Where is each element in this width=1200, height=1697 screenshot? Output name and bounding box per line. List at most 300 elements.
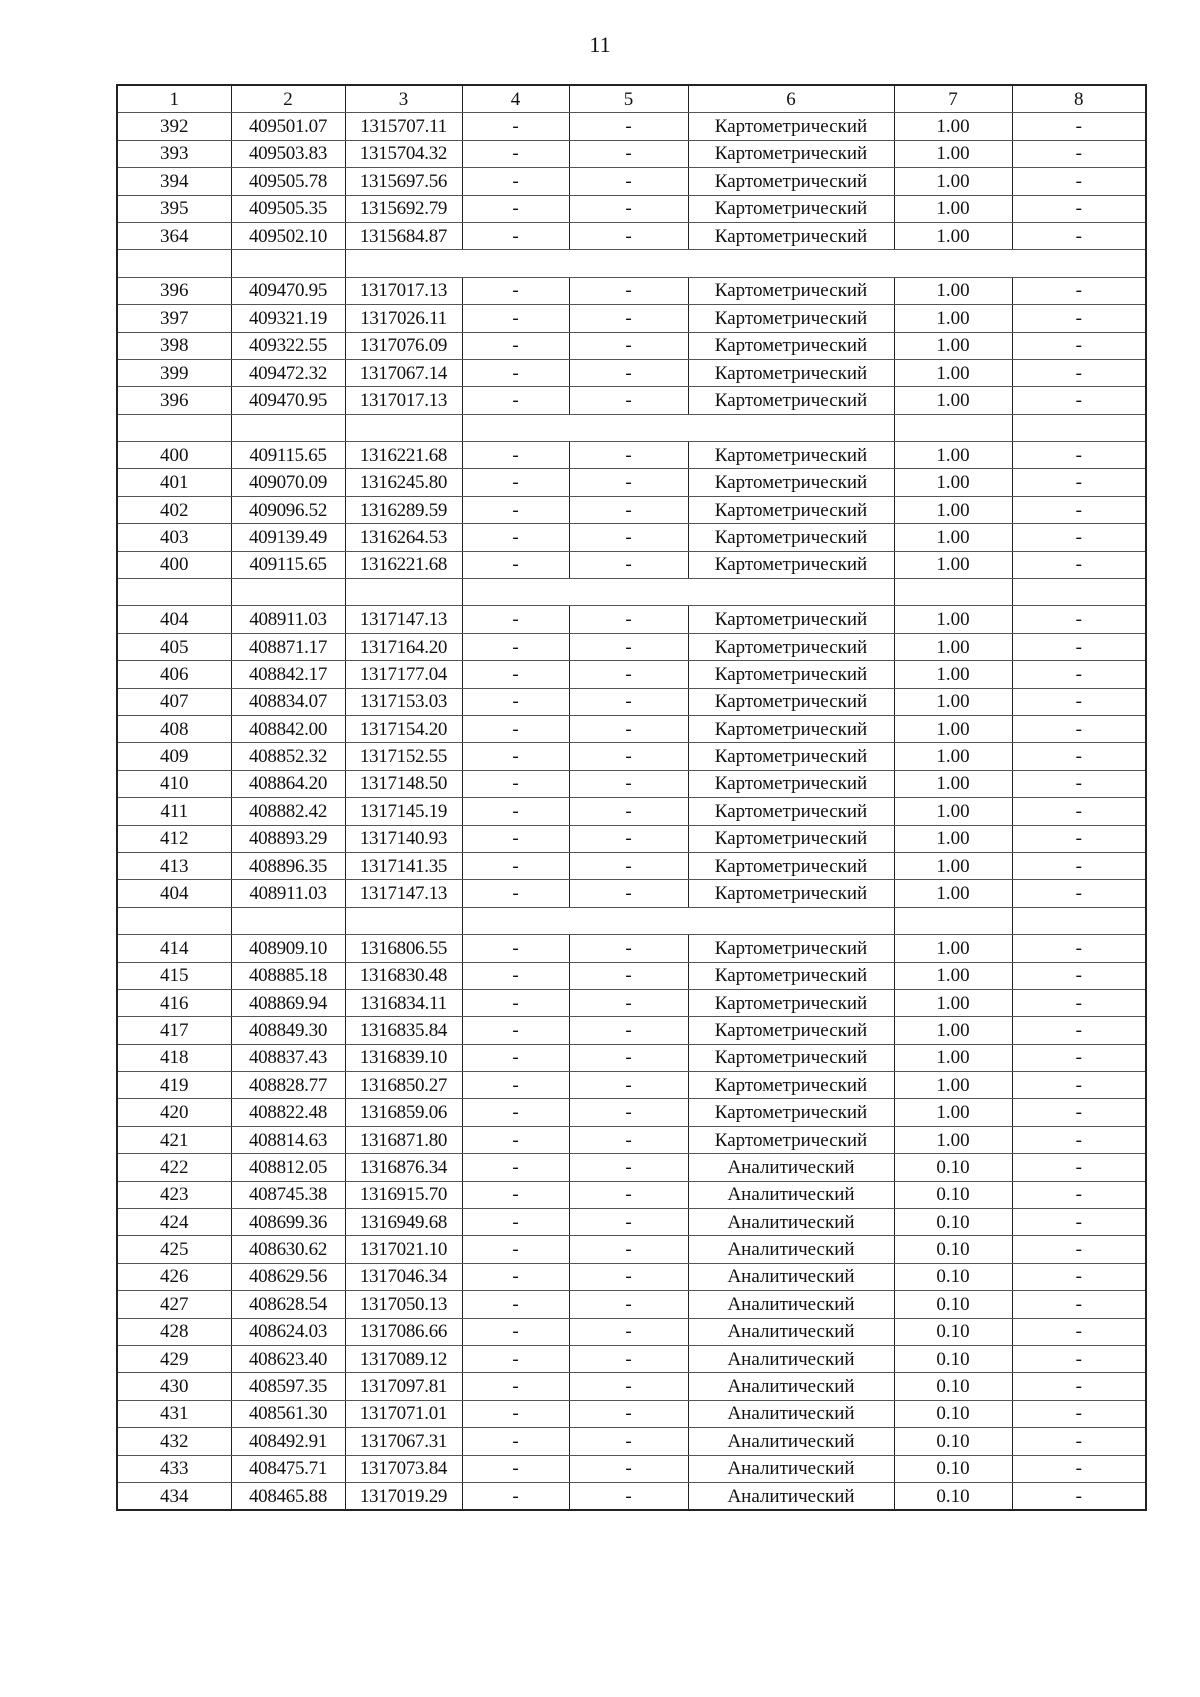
table-cell: Картометрический bbox=[688, 442, 894, 469]
table-cell: - bbox=[462, 442, 569, 469]
table-cell: - bbox=[462, 935, 569, 962]
table-cell: 409501.07 bbox=[231, 113, 345, 140]
table-cell: - bbox=[1012, 496, 1146, 523]
table-cell: 408896.35 bbox=[231, 852, 345, 879]
table-cell: - bbox=[1012, 1017, 1146, 1044]
table-cell: - bbox=[569, 989, 688, 1016]
separator-cell bbox=[569, 414, 688, 441]
separator-cell bbox=[1012, 250, 1146, 277]
separator-cell bbox=[462, 250, 569, 277]
separator-cell bbox=[462, 414, 569, 441]
table-cell: 1317140.93 bbox=[345, 825, 462, 852]
table-cell: 1.00 bbox=[894, 1017, 1012, 1044]
table-cell: 1.00 bbox=[894, 496, 1012, 523]
table-cell: 409502.10 bbox=[231, 222, 345, 249]
table-cell: - bbox=[1012, 140, 1146, 167]
table-cell: - bbox=[569, 1072, 688, 1099]
table-cell: 0.10 bbox=[894, 1236, 1012, 1263]
separator-cell bbox=[688, 579, 894, 606]
table-cell: 404 bbox=[117, 880, 231, 907]
table-cell: - bbox=[569, 1126, 688, 1153]
table-cell: 364 bbox=[117, 222, 231, 249]
table-cell: - bbox=[462, 551, 569, 578]
table-cell: - bbox=[569, 1400, 688, 1427]
table-row bbox=[117, 195, 1146, 222]
table-cell: Картометрический bbox=[688, 1072, 894, 1099]
table-cell: Картометрический bbox=[688, 140, 894, 167]
table-cell: - bbox=[1012, 770, 1146, 797]
table-cell: - bbox=[462, 1072, 569, 1099]
table-cell: - bbox=[569, 332, 688, 359]
table-cell: - bbox=[462, 1291, 569, 1318]
table-cell: 1317067.14 bbox=[345, 359, 462, 386]
table-cell: 1.00 bbox=[894, 1072, 1012, 1099]
table-cell: Картометрический bbox=[688, 962, 894, 989]
table-cell: 408812.05 bbox=[231, 1154, 345, 1181]
table-cell: 408623.40 bbox=[231, 1345, 345, 1372]
table-cell: - bbox=[569, 633, 688, 660]
table-cell: - bbox=[569, 1209, 688, 1236]
table-cell: 1317147.13 bbox=[345, 606, 462, 633]
table-cell: - bbox=[569, 1345, 688, 1372]
table-cell: 408597.35 bbox=[231, 1373, 345, 1400]
table-cell: 401 bbox=[117, 469, 231, 496]
table-cell: - bbox=[569, 661, 688, 688]
table-body bbox=[117, 85, 1146, 1510]
table-cell: Аналитический bbox=[688, 1236, 894, 1263]
table-cell: 0.10 bbox=[894, 1209, 1012, 1236]
table-cell: - bbox=[1012, 688, 1146, 715]
table-cell: - bbox=[462, 1044, 569, 1071]
table-cell: 417 bbox=[117, 1017, 231, 1044]
separator-cell bbox=[688, 907, 894, 934]
table-cell: - bbox=[1012, 661, 1146, 688]
table-cell: - bbox=[1012, 743, 1146, 770]
table-cell: 408869.94 bbox=[231, 989, 345, 1016]
table-cell: - bbox=[1012, 113, 1146, 140]
table-cell: - bbox=[569, 606, 688, 633]
separator-cell bbox=[231, 250, 345, 277]
table-cell: 1.00 bbox=[894, 305, 1012, 332]
table-row bbox=[117, 140, 1146, 167]
table-cell: 396 bbox=[117, 277, 231, 304]
table-cell: 1.00 bbox=[894, 387, 1012, 414]
table-cell: 410 bbox=[117, 770, 231, 797]
table-cell: - bbox=[462, 1428, 569, 1455]
table-cell: Картометрический bbox=[688, 606, 894, 633]
table-cell: 408822.48 bbox=[231, 1099, 345, 1126]
table-cell: 408842.17 bbox=[231, 661, 345, 688]
table-cell: - bbox=[569, 359, 688, 386]
table-cell: 1317147.13 bbox=[345, 880, 462, 907]
table-cell: 1316839.10 bbox=[345, 1044, 462, 1071]
table-cell: - bbox=[569, 496, 688, 523]
separator-cell bbox=[894, 414, 1012, 441]
table-cell: - bbox=[1012, 1482, 1146, 1510]
table-cell: Картометрический bbox=[688, 798, 894, 825]
table-cell: Картометрический bbox=[688, 496, 894, 523]
table-cell: 1317141.35 bbox=[345, 852, 462, 879]
table-cell: 409096.52 bbox=[231, 496, 345, 523]
table-cell: Аналитический bbox=[688, 1318, 894, 1345]
table-row bbox=[117, 1154, 1146, 1181]
separator-cell bbox=[117, 250, 231, 277]
table-cell: Картометрический bbox=[688, 222, 894, 249]
table-cell: Аналитический bbox=[688, 1482, 894, 1510]
table-cell: - bbox=[1012, 962, 1146, 989]
table-cell: 408871.17 bbox=[231, 633, 345, 660]
table-row bbox=[117, 1099, 1146, 1126]
table-cell: 1.00 bbox=[894, 140, 1012, 167]
table-cell: 1316221.68 bbox=[345, 442, 462, 469]
table-cell: Аналитический bbox=[688, 1181, 894, 1208]
table-cell: 1316264.53 bbox=[345, 524, 462, 551]
table-cell: 1317097.81 bbox=[345, 1373, 462, 1400]
table-cell: 1317154.20 bbox=[345, 715, 462, 742]
table-cell: Картометрический bbox=[688, 661, 894, 688]
table-cell: - bbox=[1012, 606, 1146, 633]
table-cell: - bbox=[569, 1044, 688, 1071]
table-cell: 0.10 bbox=[894, 1428, 1012, 1455]
table-row bbox=[117, 1373, 1146, 1400]
table-row bbox=[117, 1017, 1146, 1044]
table-cell: 1317152.55 bbox=[345, 743, 462, 770]
table-cell: - bbox=[462, 1263, 569, 1290]
table-cell: 434 bbox=[117, 1482, 231, 1510]
table-cell: 408465.88 bbox=[231, 1482, 345, 1510]
header-cell: 2 bbox=[231, 85, 345, 113]
table-cell: 0.10 bbox=[894, 1291, 1012, 1318]
table-cell: - bbox=[569, 1373, 688, 1400]
table-cell: 421 bbox=[117, 1126, 231, 1153]
table-row bbox=[117, 442, 1146, 469]
table-cell: - bbox=[569, 222, 688, 249]
table-cell: 409322.55 bbox=[231, 332, 345, 359]
table-cell: - bbox=[569, 1263, 688, 1290]
table-cell: 1315692.79 bbox=[345, 195, 462, 222]
table-cell: - bbox=[569, 442, 688, 469]
table-cell: - bbox=[462, 1482, 569, 1510]
table-cell: Картометрический bbox=[688, 469, 894, 496]
table-row bbox=[117, 277, 1146, 304]
separator-cell bbox=[231, 579, 345, 606]
table-cell: - bbox=[1012, 1209, 1146, 1236]
table-cell: 399 bbox=[117, 359, 231, 386]
table-cell: Картометрический bbox=[688, 524, 894, 551]
table-cell: - bbox=[569, 852, 688, 879]
table-row bbox=[117, 798, 1146, 825]
table-cell: 1.00 bbox=[894, 989, 1012, 1016]
coordinates-table bbox=[116, 84, 1147, 1511]
table-cell: Картометрический bbox=[688, 825, 894, 852]
table-cell: 394 bbox=[117, 168, 231, 195]
separator-cell bbox=[1012, 579, 1146, 606]
table-cell: - bbox=[1012, 332, 1146, 359]
table-row bbox=[117, 113, 1146, 140]
table-cell: - bbox=[569, 1291, 688, 1318]
table-cell: - bbox=[569, 715, 688, 742]
table-cell: 1316834.11 bbox=[345, 989, 462, 1016]
table-row bbox=[117, 770, 1146, 797]
table-cell: - bbox=[1012, 633, 1146, 660]
table-cell: - bbox=[569, 195, 688, 222]
table-cell: 408492.91 bbox=[231, 1428, 345, 1455]
table-row bbox=[117, 551, 1146, 578]
table-cell: 420 bbox=[117, 1099, 231, 1126]
table-cell: - bbox=[462, 989, 569, 1016]
table-cell: - bbox=[1012, 935, 1146, 962]
table-cell: - bbox=[462, 1099, 569, 1126]
table-cell: Картометрический bbox=[688, 633, 894, 660]
table-cell: - bbox=[462, 332, 569, 359]
table-cell: 408814.63 bbox=[231, 1126, 345, 1153]
table-cell: Аналитический bbox=[688, 1209, 894, 1236]
table-row bbox=[117, 469, 1146, 496]
separator-row bbox=[117, 414, 1146, 441]
separator-cell bbox=[117, 414, 231, 441]
table-cell: 408909.10 bbox=[231, 935, 345, 962]
table-row bbox=[117, 1072, 1146, 1099]
table-cell: - bbox=[569, 798, 688, 825]
table-row bbox=[117, 935, 1146, 962]
table-cell: - bbox=[1012, 469, 1146, 496]
header-cell: 7 bbox=[894, 85, 1012, 113]
table-row bbox=[117, 1126, 1146, 1153]
table-cell: - bbox=[1012, 305, 1146, 332]
table-cell: Картометрический bbox=[688, 688, 894, 715]
table-cell: Аналитический bbox=[688, 1345, 894, 1372]
table-cell: Картометрический bbox=[688, 195, 894, 222]
table-cell: 1316289.59 bbox=[345, 496, 462, 523]
table-cell: - bbox=[569, 1428, 688, 1455]
table-cell: 408475.71 bbox=[231, 1455, 345, 1482]
table-cell: 1317017.13 bbox=[345, 277, 462, 304]
table-cell: - bbox=[569, 1099, 688, 1126]
table-cell: 396 bbox=[117, 387, 231, 414]
separator-row bbox=[117, 250, 1146, 277]
separator-cell bbox=[688, 414, 894, 441]
table-cell: 408837.43 bbox=[231, 1044, 345, 1071]
table-row bbox=[117, 852, 1146, 879]
table-cell: 406 bbox=[117, 661, 231, 688]
separator-cell bbox=[231, 414, 345, 441]
table-row bbox=[117, 688, 1146, 715]
table-cell: 1.00 bbox=[894, 798, 1012, 825]
table-row bbox=[117, 1044, 1146, 1071]
table-cell: - bbox=[1012, 1181, 1146, 1208]
table-row bbox=[117, 989, 1146, 1016]
table-row bbox=[117, 496, 1146, 523]
table-cell: 392 bbox=[117, 113, 231, 140]
table-cell: 402 bbox=[117, 496, 231, 523]
table-cell: - bbox=[569, 880, 688, 907]
table-cell: 1315707.11 bbox=[345, 113, 462, 140]
table-row bbox=[117, 1291, 1146, 1318]
table-cell: 1317153.03 bbox=[345, 688, 462, 715]
table-cell: Картометрический bbox=[688, 1099, 894, 1126]
table-cell: - bbox=[462, 222, 569, 249]
table-row bbox=[117, 168, 1146, 195]
table-cell: 1316859.06 bbox=[345, 1099, 462, 1126]
header-cell: 4 bbox=[462, 85, 569, 113]
table-cell: 1.00 bbox=[894, 1126, 1012, 1153]
table-cell: - bbox=[462, 633, 569, 660]
table-cell: 1317086.66 bbox=[345, 1318, 462, 1345]
table-cell: - bbox=[1012, 989, 1146, 1016]
table-cell: Аналитический bbox=[688, 1291, 894, 1318]
table-cell: 404 bbox=[117, 606, 231, 633]
table-cell: 408629.56 bbox=[231, 1263, 345, 1290]
separator-cell bbox=[1012, 907, 1146, 934]
table-cell: 1.00 bbox=[894, 661, 1012, 688]
table-cell: 1.00 bbox=[894, 524, 1012, 551]
table-cell: Картометрический bbox=[688, 332, 894, 359]
table-cell: - bbox=[1012, 277, 1146, 304]
table-cell: - bbox=[1012, 1154, 1146, 1181]
table-cell: - bbox=[462, 1017, 569, 1044]
table-cell: 1316915.70 bbox=[345, 1181, 462, 1208]
table-cell: 416 bbox=[117, 989, 231, 1016]
table-cell: 408893.29 bbox=[231, 825, 345, 852]
table-cell: 400 bbox=[117, 551, 231, 578]
table-cell: - bbox=[569, 1482, 688, 1510]
table-row bbox=[117, 1455, 1146, 1482]
table-cell: 0.10 bbox=[894, 1318, 1012, 1345]
table-cell: Картометрический bbox=[688, 277, 894, 304]
table-cell: 408864.20 bbox=[231, 770, 345, 797]
table-cell: 408885.18 bbox=[231, 962, 345, 989]
table-cell: 408911.03 bbox=[231, 606, 345, 633]
table-cell: 409505.78 bbox=[231, 168, 345, 195]
table-cell: 1316871.80 bbox=[345, 1126, 462, 1153]
separator-cell bbox=[894, 579, 1012, 606]
table-cell: Картометрический bbox=[688, 880, 894, 907]
table-cell: 1.00 bbox=[894, 743, 1012, 770]
table-cell: 431 bbox=[117, 1400, 231, 1427]
table-cell: - bbox=[569, 1154, 688, 1181]
table-cell: - bbox=[1012, 1291, 1146, 1318]
table-row bbox=[117, 962, 1146, 989]
table-row bbox=[117, 606, 1146, 633]
table-cell: 1317145.19 bbox=[345, 798, 462, 825]
table-cell: 409321.19 bbox=[231, 305, 345, 332]
table-row bbox=[117, 1482, 1146, 1510]
table-cell: 409503.83 bbox=[231, 140, 345, 167]
table-cell: - bbox=[462, 1126, 569, 1153]
table-cell: 1316850.27 bbox=[345, 1072, 462, 1099]
table-cell: 1.00 bbox=[894, 1099, 1012, 1126]
table-cell: 433 bbox=[117, 1455, 231, 1482]
table-cell: 411 bbox=[117, 798, 231, 825]
separator-cell bbox=[569, 579, 688, 606]
table-cell: - bbox=[462, 798, 569, 825]
table-cell: 412 bbox=[117, 825, 231, 852]
table-cell: - bbox=[462, 469, 569, 496]
table-row bbox=[117, 332, 1146, 359]
table-cell: 1317164.20 bbox=[345, 633, 462, 660]
table-cell: - bbox=[569, 1181, 688, 1208]
table-cell: - bbox=[462, 661, 569, 688]
table-cell: - bbox=[1012, 524, 1146, 551]
table-row bbox=[117, 880, 1146, 907]
separator-cell bbox=[345, 907, 462, 934]
table-cell: - bbox=[1012, 551, 1146, 578]
table-cell: 1317089.12 bbox=[345, 1345, 462, 1372]
table-cell: Аналитический bbox=[688, 1455, 894, 1482]
table-cell: 409 bbox=[117, 743, 231, 770]
table-row bbox=[117, 661, 1146, 688]
table-cell: 408630.62 bbox=[231, 1236, 345, 1263]
table-cell: - bbox=[462, 1400, 569, 1427]
table-cell: 1.00 bbox=[894, 551, 1012, 578]
table-cell: - bbox=[569, 113, 688, 140]
separator-cell bbox=[1012, 414, 1146, 441]
separator-row bbox=[117, 907, 1146, 934]
table-cell: 428 bbox=[117, 1318, 231, 1345]
table-cell: 1317050.13 bbox=[345, 1291, 462, 1318]
table-cell: 1.00 bbox=[894, 469, 1012, 496]
table-row bbox=[117, 715, 1146, 742]
table-cell: 0.10 bbox=[894, 1345, 1012, 1372]
table-cell: Картометрический bbox=[688, 770, 894, 797]
table-cell: 409470.95 bbox=[231, 277, 345, 304]
table-cell: 408849.30 bbox=[231, 1017, 345, 1044]
table-cell: 1.00 bbox=[894, 442, 1012, 469]
table-cell: - bbox=[462, 113, 569, 140]
table-cell: Картометрический bbox=[688, 1044, 894, 1071]
table-cell: 1.00 bbox=[894, 962, 1012, 989]
table-cell: - bbox=[569, 524, 688, 551]
table-cell: 414 bbox=[117, 935, 231, 962]
table-cell: - bbox=[569, 277, 688, 304]
table-row bbox=[117, 1209, 1146, 1236]
table-cell: - bbox=[1012, 880, 1146, 907]
table-cell: - bbox=[569, 1455, 688, 1482]
table-row bbox=[117, 1400, 1146, 1427]
separator-cell bbox=[117, 579, 231, 606]
table-cell: Картометрический bbox=[688, 305, 894, 332]
table-cell: - bbox=[1012, 825, 1146, 852]
table-cell: 429 bbox=[117, 1345, 231, 1372]
table-cell: - bbox=[1012, 195, 1146, 222]
separator-cell bbox=[345, 250, 462, 277]
table-cell: 408624.03 bbox=[231, 1318, 345, 1345]
table-cell: 0.10 bbox=[894, 1181, 1012, 1208]
table-cell: 409472.32 bbox=[231, 359, 345, 386]
separator-cell bbox=[894, 907, 1012, 934]
separator-cell bbox=[569, 907, 688, 934]
table-cell: 408561.30 bbox=[231, 1400, 345, 1427]
table-cell: 408828.77 bbox=[231, 1072, 345, 1099]
table-row bbox=[117, 633, 1146, 660]
table-cell: Картометрический bbox=[688, 168, 894, 195]
table-cell: 0.10 bbox=[894, 1154, 1012, 1181]
table-cell: - bbox=[569, 688, 688, 715]
table-cell: - bbox=[462, 195, 569, 222]
table-cell: 408699.36 bbox=[231, 1209, 345, 1236]
table-cell: - bbox=[1012, 387, 1146, 414]
table-cell: 1.00 bbox=[894, 852, 1012, 879]
table-cell: - bbox=[1012, 1072, 1146, 1099]
table-cell: 1.00 bbox=[894, 880, 1012, 907]
table-cell: 0.10 bbox=[894, 1263, 1012, 1290]
table-cell: - bbox=[1012, 852, 1146, 879]
table-cell: 1317073.84 bbox=[345, 1455, 462, 1482]
table-cell: - bbox=[462, 496, 569, 523]
table-cell: 1316949.68 bbox=[345, 1209, 462, 1236]
separator-cell bbox=[231, 907, 345, 934]
table-row bbox=[117, 387, 1146, 414]
